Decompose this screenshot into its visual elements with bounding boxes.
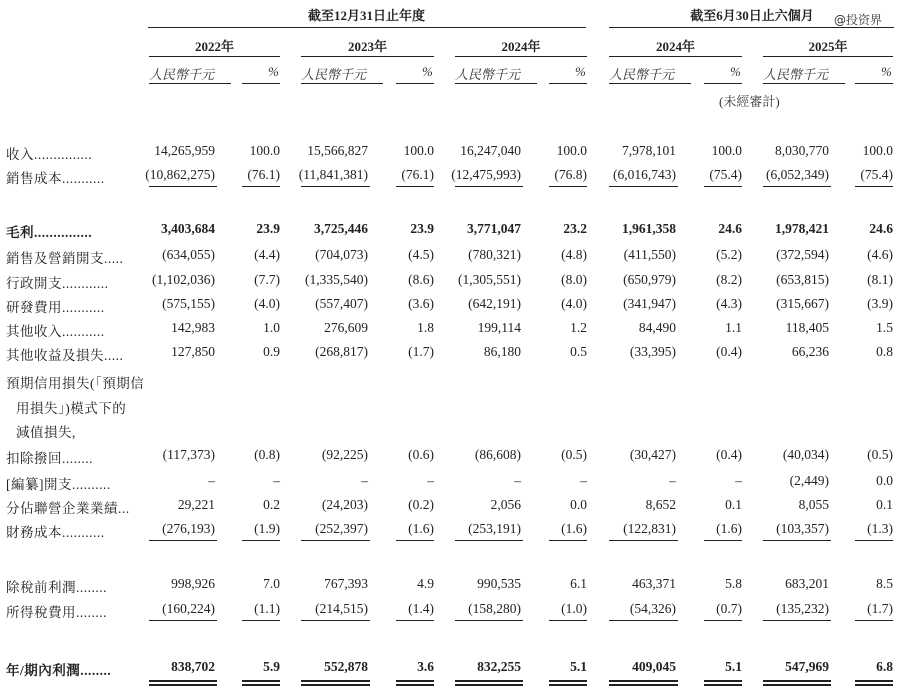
cell-r5-c7: (650,979) — [623, 272, 676, 287]
subtotal-line-1-val-4 — [609, 186, 678, 187]
final-double-line-a-pct-5 — [855, 680, 893, 682]
currency-label-1: 人民幣千元 — [149, 67, 215, 82]
cell-r11-c3: (24,203) — [321, 497, 368, 512]
cell-r8-c10: 0.8 — [876, 344, 893, 359]
final-double-line-a-val-3 — [455, 680, 523, 682]
cell-r1-c8: 100.0 — [711, 143, 742, 158]
group-header-half: 截至6月30日止六個月 — [690, 8, 814, 23]
currency-underline-2 — [301, 83, 383, 84]
cell-r8-c1: 127,850 — [171, 344, 215, 359]
cell-r6-c8: (4.3) — [716, 296, 742, 311]
year-underline-1 — [149, 56, 280, 57]
cell-r7-c10: 1.5 — [876, 320, 893, 335]
cell-r4-c3: (704,073) — [315, 247, 368, 262]
cell-r6-c1: (575,155) — [162, 296, 215, 311]
cell-r15-c4: 3.6 — [417, 659, 434, 674]
cell-r10-c10: 0.0 — [876, 473, 893, 488]
cell-r13-c8: 5.8 — [725, 576, 742, 591]
row-label-12: 財務成本........... — [6, 525, 105, 540]
cell-r13-c1: 998,926 — [171, 576, 215, 591]
cell-r14-c5: (158,280) — [468, 601, 521, 616]
year-underline-3 — [455, 56, 587, 57]
final-double-line-b-val-4 — [609, 684, 678, 686]
year-header-5: 2025年 — [808, 39, 848, 54]
cell-r12-c8: (1.6) — [716, 521, 742, 536]
cell-r2-c8: (75.4) — [709, 167, 742, 182]
row-label-15: 年/期內利潤........ — [6, 663, 112, 678]
pct-underline-5 — [855, 83, 893, 84]
cell-r5-c3: (1,335,540) — [305, 272, 368, 287]
cell-r7-c2: 1.0 — [263, 320, 280, 335]
cell-r14-c7: (54,326) — [629, 601, 676, 616]
subtotal-line-2-val-2 — [301, 540, 370, 541]
final-double-line-a-val-4 — [609, 680, 678, 682]
subtotal-line-3-val-1 — [149, 620, 217, 621]
cell-r13-c10: 8.5 — [876, 576, 893, 591]
row-label-3: 毛利............... — [6, 225, 93, 240]
cell-r11-c4: (0.2) — [408, 497, 434, 512]
subtotal-line-1-pct-1 — [242, 186, 280, 187]
cell-r13-c5: 990,535 — [477, 576, 521, 591]
subtotal-line-2-pct-2 — [396, 540, 434, 541]
cell-r2-c2: (76.1) — [247, 167, 280, 182]
cell-r15-c8: 5.1 — [725, 659, 742, 674]
subtotal-line-3-pct-2 — [396, 620, 434, 621]
subtotal-line-3-pct-3 — [549, 620, 587, 621]
cell-r13-c6: 6.1 — [570, 576, 587, 591]
subtotal-line-2-val-3 — [455, 540, 523, 541]
row-label-7: 其他收入........... — [6, 324, 105, 339]
row-label-1: 收入............... — [6, 147, 93, 162]
cell-r6-c2: (4.0) — [254, 296, 280, 311]
year-underline-5 — [763, 56, 893, 57]
final-double-line-b-val-1 — [149, 684, 217, 686]
cell-r8-c3: (268,817) — [315, 344, 368, 359]
group-header-annual: 截至12月31日止年度 — [307, 8, 425, 23]
cell-r15-c3: 552,878 — [324, 659, 368, 674]
subtotal-line-2-pct-5 — [855, 540, 893, 541]
cell-r6-c4: (3.6) — [408, 296, 434, 311]
cell-r12-c7: (122,831) — [623, 521, 676, 536]
cell-r3-c3: 3,725,446 — [314, 221, 368, 236]
cell-r4-c9: (372,594) — [776, 247, 829, 262]
final-double-line-a-pct-3 — [549, 680, 587, 682]
final-double-line-a-pct-1 — [242, 680, 280, 682]
cell-r10-c3: – — [361, 473, 368, 488]
cell-r6-c6: (4.0) — [561, 296, 587, 311]
cell-r10-c9: (2,449) — [789, 473, 829, 488]
row-label-11: 分佔聯營企業業績... — [6, 501, 130, 516]
pct-underline-2 — [396, 83, 434, 84]
pct-label-4: % — [730, 64, 741, 79]
cell-r3-c6: 23.2 — [563, 221, 587, 236]
final-double-line-b-val-5 — [763, 684, 831, 686]
cell-r9-c2: (0.8) — [254, 447, 280, 462]
cell-r1-c5: 16,247,040 — [460, 143, 521, 158]
cell-r3-c10: 24.6 — [869, 221, 893, 236]
final-double-line-b-pct-2 — [396, 684, 434, 686]
cell-r2-c10: (75.4) — [860, 167, 893, 182]
cell-r15-c6: 5.1 — [570, 659, 587, 674]
year-header-4: 2024年 — [655, 39, 695, 54]
cell-r1-c7: 7,978,101 — [622, 143, 676, 158]
cell-r14-c4: (1.4) — [408, 601, 434, 616]
subtotal-line-1-pct-5 — [855, 186, 893, 187]
final-double-line-a-val-1 — [149, 680, 217, 682]
cell-r7-c5: 199,114 — [477, 320, 521, 335]
year-header-2: 2023年 — [347, 39, 387, 54]
cell-r11-c10: 0.1 — [876, 497, 893, 512]
cell-r4-c1: (634,055) — [162, 247, 215, 262]
subtotal-line-2-pct-1 — [242, 540, 280, 541]
final-double-line-b-pct-4 — [704, 684, 742, 686]
cell-r15-c5: 832,255 — [477, 659, 521, 674]
cell-r4-c6: (4.8) — [561, 247, 587, 262]
cell-r14-c6: (1.0) — [561, 601, 587, 616]
cell-r2-c3: (11,841,381) — [298, 167, 368, 182]
cell-r15-c2: 5.9 — [263, 659, 280, 674]
cell-r15-c1: 838,702 — [171, 659, 215, 674]
year-underline-2 — [301, 56, 434, 57]
final-double-line-b-pct-1 — [242, 684, 280, 686]
subtotal-line-3-val-2 — [301, 620, 370, 621]
subtotal-line-3-val-4 — [609, 620, 678, 621]
unaudited-note: (未經審計) — [719, 94, 780, 109]
cell-r11-c1: 29,221 — [177, 497, 215, 512]
cell-r6-c10: (3.9) — [867, 296, 893, 311]
cell-r14-c9: (135,232) — [776, 601, 829, 616]
cell-r4-c4: (4.5) — [408, 247, 434, 262]
pct-label-1: % — [268, 64, 279, 79]
subtotal-line-3-pct-4 — [704, 620, 742, 621]
cell-r11-c8: 0.1 — [725, 497, 742, 512]
currency-underline-1 — [149, 83, 231, 84]
subtotal-line-2-val-4 — [609, 540, 678, 541]
cell-r9-c1: (117,373) — [162, 447, 215, 462]
cell-r3-c9: 1,978,421 — [775, 221, 829, 236]
cell-r9-c5: (86,608) — [474, 447, 521, 462]
cell-r7-c9: 118,405 — [785, 320, 829, 335]
cell-r7-c1: 142,983 — [171, 320, 215, 335]
subtotal-line-2-val-1 — [149, 540, 217, 541]
cell-r14-c10: (1.7) — [867, 601, 893, 616]
currency-underline-3 — [455, 83, 537, 84]
cell-r3-c5: 3,771,047 — [467, 221, 521, 236]
cell-r14-c3: (214,515) — [315, 601, 368, 616]
cell-r12-c10: (1.3) — [867, 521, 893, 536]
cell-r12-c1: (276,193) — [162, 521, 215, 536]
cell-r12-c3: (252,397) — [315, 521, 368, 536]
ecl-label-line-2: 用損失」)模式下的 — [16, 401, 127, 416]
cell-r9-c8: (0.4) — [716, 447, 742, 462]
cell-r12-c4: (1.6) — [408, 521, 434, 536]
subtotal-line-1-val-2 — [301, 186, 370, 187]
cell-r1-c2: 100.0 — [249, 143, 280, 158]
cell-r12-c9: (103,357) — [776, 521, 829, 536]
final-double-line-a-pct-4 — [704, 680, 742, 682]
subtotal-line-3-pct-1 — [242, 620, 280, 621]
subtotal-line-1-pct-2 — [396, 186, 434, 187]
cell-r7-c6: 1.2 — [570, 320, 587, 335]
cell-r5-c2: (7.7) — [254, 272, 280, 287]
cell-r9-c3: (92,225) — [321, 447, 368, 462]
final-double-line-b-pct-5 — [855, 684, 893, 686]
cell-r5-c10: (8.1) — [867, 272, 893, 287]
watermark-text: @投资界 — [834, 13, 883, 27]
cell-r13-c9: 683,201 — [785, 576, 829, 591]
cell-r11-c5: 2,056 — [490, 497, 521, 512]
cell-r10-c8: – — [735, 473, 742, 488]
final-double-line-a-pct-2 — [396, 680, 434, 682]
cell-r14-c8: (0.7) — [716, 601, 742, 616]
row-label-6: 研發費用........... — [6, 300, 105, 315]
cell-r13-c2: 7.0 — [263, 576, 280, 591]
cell-r13-c3: 767,393 — [324, 576, 368, 591]
subtotal-line-2-val-5 — [763, 540, 831, 541]
cell-r6-c3: (557,407) — [315, 296, 368, 311]
cell-r12-c2: (1.9) — [254, 521, 280, 536]
cell-r10-c7: – — [669, 473, 676, 488]
pct-underline-1 — [242, 83, 280, 84]
cell-r10-c5: – — [514, 473, 521, 488]
cell-r13-c7: 463,371 — [632, 576, 676, 591]
cell-r11-c9: 8,055 — [798, 497, 829, 512]
cell-r8-c6: 0.5 — [570, 344, 587, 359]
subtotal-line-1-pct-3 — [549, 186, 587, 187]
cell-r5-c1: (1,102,036) — [152, 272, 215, 287]
cell-r6-c7: (341,947) — [623, 296, 676, 311]
row-label-4: 銷售及營銷開支..... — [6, 251, 124, 266]
final-double-line-a-val-2 — [301, 680, 370, 682]
cell-r3-c2: 23.9 — [256, 221, 280, 236]
subtotal-line-3-val-3 — [455, 620, 523, 621]
cell-r2-c9: (6,052,349) — [766, 167, 829, 182]
cell-r10-c1: – — [208, 473, 215, 488]
cell-r8-c8: (0.4) — [716, 344, 742, 359]
cell-r10-c6: – — [580, 473, 587, 488]
cell-r10-c4: – — [427, 473, 434, 488]
cell-r8-c5: 86,180 — [483, 344, 521, 359]
cell-r4-c8: (5.2) — [716, 247, 742, 262]
cell-r4-c2: (4.4) — [254, 247, 280, 262]
year-underline-4 — [609, 56, 742, 57]
cell-r7-c4: 1.8 — [417, 320, 434, 335]
cell-r2-c7: (6,016,743) — [613, 167, 676, 182]
cell-r9-c9: (40,034) — [782, 447, 829, 462]
cell-r2-c1: (10,862,275) — [145, 167, 215, 182]
cell-r8-c4: (1.7) — [408, 344, 434, 359]
cell-r15-c10: 6.8 — [876, 659, 893, 674]
currency-label-2: 人民幣千元 — [301, 67, 367, 82]
year-header-1: 2022年 — [194, 39, 234, 54]
subtotal-line-3-val-5 — [763, 620, 831, 621]
cell-r5-c9: (653,815) — [776, 272, 829, 287]
group-underline-annual — [148, 27, 586, 28]
subtotal-line-2-pct-4 — [704, 540, 742, 541]
row-label-9: 扣除撥回........ — [6, 451, 93, 466]
currency-label-5: 人民幣千元 — [763, 67, 829, 82]
cell-r3-c4: 23.9 — [410, 221, 434, 236]
cell-r11-c2: 0.2 — [263, 497, 280, 512]
ecl-label-line-3: 減值損失, — [16, 425, 76, 440]
cell-r11-c6: 0.0 — [570, 497, 587, 512]
cell-r1-c10: 100.0 — [862, 143, 893, 158]
cell-r5-c8: (8.2) — [716, 272, 742, 287]
final-double-line-b-val-3 — [455, 684, 523, 686]
cell-r15-c9: 547,969 — [785, 659, 829, 674]
currency-label-3: 人民幣千元 — [455, 67, 521, 82]
cell-r7-c3: 276,609 — [324, 320, 368, 335]
row-label-2: 銷售成本........... — [6, 171, 105, 186]
cell-r2-c5: (12,475,993) — [451, 167, 521, 182]
currency-underline-4 — [609, 83, 691, 84]
year-header-3: 2024年 — [501, 39, 541, 54]
cell-r4-c10: (4.6) — [867, 247, 893, 262]
cell-r14-c2: (1.1) — [254, 601, 280, 616]
cell-r6-c9: (315,667) — [776, 296, 829, 311]
cell-r5-c5: (1,305,551) — [458, 272, 521, 287]
cell-r1-c1: 14,265,959 — [154, 143, 215, 158]
pct-label-3: % — [575, 64, 586, 79]
cell-r1-c9: 8,030,770 — [775, 143, 829, 158]
cell-r5-c4: (8.6) — [408, 272, 434, 287]
subtotal-line-1-val-1 — [149, 186, 217, 187]
subtotal-line-1-val-3 — [455, 186, 523, 187]
cell-r8-c7: (33,395) — [629, 344, 676, 359]
row-label-14: 所得稅費用........ — [6, 605, 107, 620]
cell-r13-c4: 4.9 — [417, 576, 434, 591]
cell-r1-c6: 100.0 — [556, 143, 587, 158]
cell-r2-c4: (76.1) — [401, 167, 434, 182]
row-label-5: 行政開支............ — [6, 276, 109, 291]
currency-underline-5 — [763, 83, 845, 84]
cell-r1-c3: 15,566,827 — [307, 143, 368, 158]
cell-r15-c7: 409,045 — [632, 659, 676, 674]
currency-label-4: 人民幣千元 — [609, 67, 675, 82]
cell-r9-c4: (0.6) — [408, 447, 434, 462]
cell-r3-c8: 24.6 — [718, 221, 742, 236]
cell-r8-c9: 66,236 — [791, 344, 829, 359]
subtotal-line-1-val-5 — [763, 186, 831, 187]
cell-r10-c2: – — [273, 473, 280, 488]
cell-r7-c7: 84,490 — [638, 320, 676, 335]
subtotal-line-1-pct-4 — [704, 186, 742, 187]
cell-r3-c7: 1,961,358 — [622, 221, 676, 236]
subtotal-line-2-pct-3 — [549, 540, 587, 541]
cell-r1-c4: 100.0 — [403, 143, 434, 158]
cell-r12-c5: (253,191) — [468, 521, 521, 536]
row-label-8: 其他收益及損失..... — [6, 348, 124, 363]
subtotal-line-3-pct-5 — [855, 620, 893, 621]
final-double-line-a-val-5 — [763, 680, 831, 682]
row-label-13: 除稅前利潤........ — [6, 580, 107, 595]
pct-underline-3 — [549, 83, 587, 84]
cell-r4-c5: (780,321) — [468, 247, 521, 262]
final-double-line-b-pct-3 — [549, 684, 587, 686]
cell-r7-c8: 1.1 — [725, 320, 742, 335]
cell-r3-c1: 3,403,684 — [161, 221, 215, 236]
cell-r5-c6: (8.0) — [561, 272, 587, 287]
cell-r12-c6: (1.6) — [561, 521, 587, 536]
cell-r2-c6: (76.8) — [554, 167, 587, 182]
cell-r6-c5: (642,191) — [468, 296, 521, 311]
pct-underline-4 — [704, 83, 742, 84]
cell-r9-c10: (0.5) — [867, 447, 893, 462]
cell-r14-c1: (160,224) — [162, 601, 215, 616]
row-label-10: [編纂]開支.......... — [6, 477, 111, 492]
cell-r11-c7: 8,652 — [645, 497, 676, 512]
cell-r8-c2: 0.9 — [263, 344, 280, 359]
ecl-label-line-1: 預期信用損失(「預期信 — [6, 376, 145, 391]
pct-label-2: % — [422, 64, 433, 79]
cell-r9-c6: (0.5) — [561, 447, 587, 462]
final-double-line-b-val-2 — [301, 684, 370, 686]
pct-label-5: % — [881, 64, 892, 79]
cell-r4-c7: (411,550) — [623, 247, 676, 262]
group-underline-half — [609, 27, 894, 28]
cell-r9-c7: (30,427) — [629, 447, 676, 462]
